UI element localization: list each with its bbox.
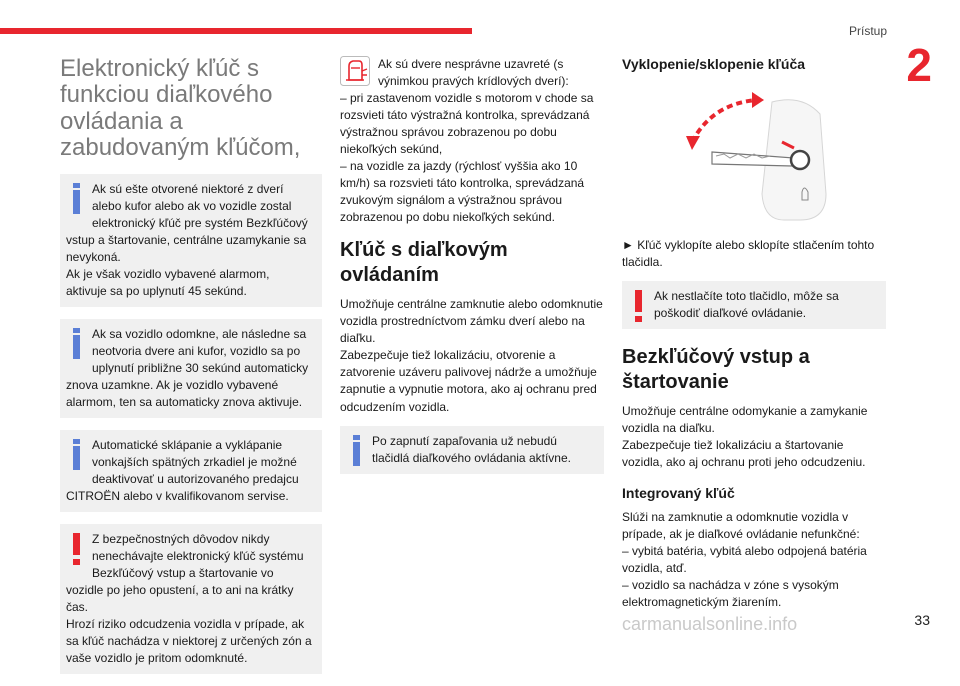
column-1 [60, 56, 322, 686]
paragraph-line: Slúži na zamknutie a odomknutie vozidla v prípade, ak je diaľkové ovládanie nefunkčné: [622, 510, 860, 542]
warning-note-2 [622, 281, 886, 329]
paragraph [622, 403, 886, 471]
warning-note-1 [60, 524, 322, 674]
info-icon [70, 328, 82, 362]
warning-icon [70, 533, 82, 567]
header-accent-bar [0, 28, 472, 34]
instruction-text: ► Kľúč vyklopíte alebo sklopíte stlačením tohto tlačidla. [622, 238, 875, 270]
paragraph-line: Umožňuje centrálne zamknutie alebo odomknutie vozidla prostredníctvom zámku dverí alebo na diaľku. [340, 297, 603, 346]
warning-text: Z bezpečnostných dôvodov nikdy nenechávajte elektronický kľúč systému Bezkľúčový vstup a štartovanie vo vozidle po jeho opustení, a to ani na krátky čas. [66, 532, 304, 615]
door-warning-item: – na vozidle za jazdy (rýchlosť vyššia ako 10 km/h) sa rozsvieti táto kontrolka, sprevádzaná zvukovým signálom a výstražnou správou zobrazenou po dobu niekoľkých sekúnd. [340, 159, 585, 225]
key-fold-illustration [652, 84, 872, 222]
paragraph [622, 509, 886, 611]
section-heading-remote-key: Kľúč s diaľkovým ovládaním [340, 239, 508, 287]
info-note-1 [60, 174, 322, 307]
list-item: – vybitá batéria, vybitá alebo odpojená batéria vozidla, atď. [622, 544, 867, 576]
watermark: carmanualsonline.info [622, 614, 798, 634]
paragraph-line: Umožňuje centrálne odomykanie a zamykanie vozidla na diaľku. [622, 404, 868, 436]
info-note-3 [60, 430, 322, 512]
warning-icon [632, 290, 644, 324]
subheading-key-fold: Vyklopenie/sklopenie kľúča [622, 56, 806, 72]
section-heading-keyless: Bezkľúčový vstup a štartovanie [622, 346, 810, 394]
list-item: – vozidlo sa nachádza v zóne s vysokým elektromagnetickým žiarením. [622, 578, 839, 610]
warning-text: Ak nestlačíte toto tlačidlo, môže sa poškodiť diaľkové ovládanie. [654, 289, 839, 321]
info-icon [70, 183, 82, 217]
column-2 [340, 56, 604, 486]
page-title: Elektronický kľúč s funkciou diaľkového ovládania a zabudovaným kľúčom, [60, 55, 301, 162]
paragraph-line: Zabezpečuje tiež lokalizáciu, otvorenie a zatvorenie uzáveru palivovej nádrže a umožňuje zapnutie a vypnutie motora, ako aj ochranu pred odcudzením vozidla. [340, 348, 597, 414]
info-icon [350, 435, 362, 469]
note-text: Automatické sklápanie a vyklápanie vonkajších spätných zrkadiel je možné deaktivovať u autorizovaného predajcu CITROËN alebo v kvalifikovanom servise. [66, 437, 299, 504]
paragraph-line: Zabezpečuje tiež lokalizáciu a štartovanie vozidla, ako aj ochranu proti jeho odcudzeniu. [622, 438, 866, 470]
info-icon [70, 439, 82, 473]
note-text: Ak sú ešte otvorené niektoré z dverí alebo kufor alebo ak vo vozidle zostal elektronický kľúč pre systém Bezkľúčový vstup a štartovanie, centrálne uzamykanie sa nevykoná. [66, 181, 308, 264]
section-name: Prístup [848, 24, 887, 38]
subheading-integrated-key: Integrovaný kľúč [622, 485, 735, 502]
warning-text: Hrozí riziko odcudzenia vozidla v prípade, ak sa kľúč nachádza v niektorej z určených zón a vaše vozidlo je pritom odomknuté. [66, 617, 312, 666]
door-warning-text: Ak sú dvere nesprávne uzavreté (s výnimkou pravých krídlových dverí): [378, 57, 569, 89]
note-text: Ak sa vozidlo odomkne, ale následne sa neotvoria dvere ani kufor, vozidlo sa po uplynutí približne 30 sekúnd automaticky znova uzamkne. Ak je vozidlo vybavené alarmom, ten sa automaticky znova aktivuje. [66, 326, 309, 409]
info-note-remote [340, 426, 604, 474]
note-text: Po zapnutí zapaľovania už nebudú tlačidlá diaľkového ovládania aktívne. [372, 433, 571, 465]
open-door-warning-lamp-icon [340, 56, 370, 86]
chapter-number: 2 [906, 39, 932, 91]
info-note-2 [60, 319, 322, 418]
page-number: 33 [914, 612, 930, 628]
note-text: Ak je však vozidlo vybavené alarmom, aktivuje sa po uplynutí 45 sekúnd. [66, 266, 270, 298]
door-warning-item: – pri zastavenom vozidle s motorom v chode sa rozsvieti táto výstražná kontrolka, sprevádzaná výstražnou správou zobrazenou po dobu niekoľkých sekúnd, [340, 91, 594, 157]
column-3 [622, 56, 886, 621]
door-warning-block [340, 56, 604, 226]
paragraph [340, 296, 604, 415]
